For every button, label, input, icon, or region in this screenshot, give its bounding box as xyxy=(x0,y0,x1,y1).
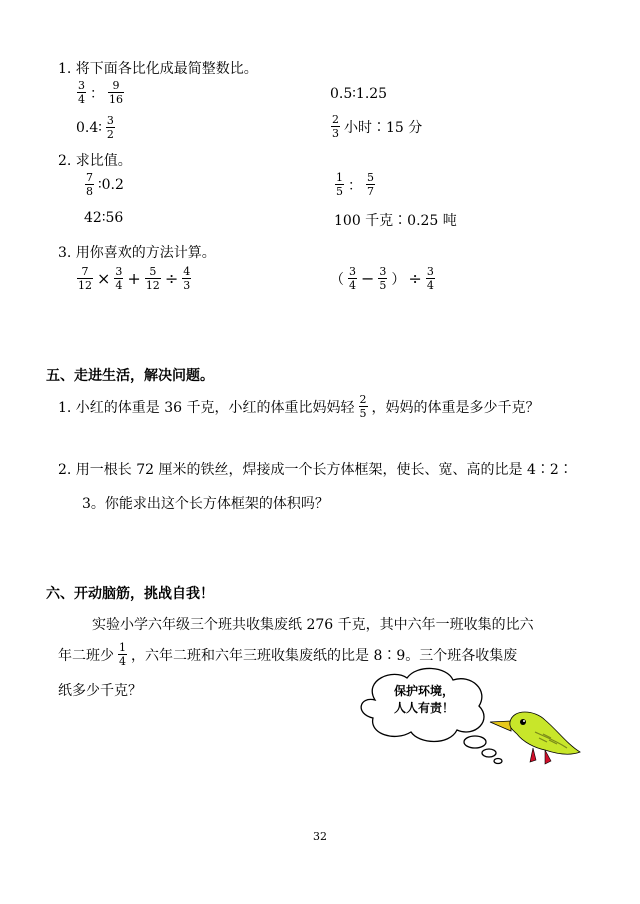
fraction: $\frac{2}{3}$ xyxy=(332,113,339,140)
fraction: $\frac{7}{12}$ xyxy=(78,265,92,292)
fraction: $\frac{9}{16}$ xyxy=(109,79,123,106)
bird-icon xyxy=(490,712,580,764)
q3-title: 3. 用你喜欢的方法计算。 xyxy=(58,245,216,261)
fraction: $\frac{3}{4}$ xyxy=(78,79,85,106)
fraction: $\frac{1}{4}$ xyxy=(119,641,126,668)
fraction: $\frac{7}{8}$ xyxy=(86,171,93,198)
bubble-text xyxy=(372,683,476,717)
bubble-line-1: 保护环境， xyxy=(393,684,454,698)
part6-line1: 实验小学六年级三个班共收集废纸 276 千克，其中六年一班收集的比六 xyxy=(92,617,534,633)
part6-line2: 年二班少 $\frac{1}{4}$ ，六年二班和六年三班收集废纸的比是 8∶9。三个班各收集废 xyxy=(58,641,518,668)
fraction: $\frac{4}{3}$ xyxy=(183,265,191,292)
section-6-heading: 六、开动脑筋，挑战自我！ xyxy=(46,586,214,602)
section-5-heading: 五、走进生活，解决问题。 xyxy=(46,368,214,384)
fraction: $\frac{3}{4}$ xyxy=(349,265,356,292)
part5-q2-line2: 3。你能求出这个长方体框架的体积吗？ xyxy=(82,496,329,512)
page-number: 32 xyxy=(313,830,327,843)
q3-item-a: $\frac{7}{12}$ × $\frac{3}{4}$ + $\frac{5}{12}$ ÷ $\frac{4}{3}$ xyxy=(78,265,191,292)
part5-q1: 1. 小红的体重是 36 千克，小红的体重比妈妈轻 $\frac{2}{5}$ ，妈妈的体重是多少千克？ xyxy=(58,393,540,420)
fraction: $\frac{3}{4}$ xyxy=(115,265,123,292)
bubble-line-2: 人人有责！ xyxy=(393,701,454,715)
fraction: $\frac{3}{5}$ xyxy=(379,265,387,292)
q2-title: 2. 求比值。 xyxy=(58,153,132,169)
q2-item-a: $\frac{7}{8}$ ∶0.2 xyxy=(86,171,124,198)
fraction: $\frac{1}{5}$ xyxy=(336,171,343,198)
q2-item-c: 42∶56 xyxy=(84,210,124,226)
fraction: $\frac{2}{5}$ xyxy=(359,393,367,420)
q1-item-d: $\frac{2}{3}$ 小时∶15 分 xyxy=(332,113,423,140)
q1-item-a: $\frac{3}{4}$ ： $\frac{9}{16}$ xyxy=(78,79,123,106)
q1-item-c: 0.4∶ $\frac{3}{2}$ xyxy=(76,114,114,141)
fraction: $\frac{3}{2}$ xyxy=(106,114,114,141)
q2-item-d: 100 千克∶0.25 吨 xyxy=(334,213,457,229)
fraction: $\frac{3}{4}$ xyxy=(426,265,434,292)
q1-item-b: 0.5∶1.25 xyxy=(330,86,388,102)
q3-item-b: （ $\frac{3}{4}$ − $\frac{3}{5}$ ） ÷ $\frac{3}{4}$ xyxy=(330,265,434,292)
bird-illustration xyxy=(345,660,605,790)
fraction: $\frac{5}{7}$ xyxy=(367,171,374,198)
part5-q2-line1: 2. 用一根长 72 厘米的铁丝，焊接成一个长方体框架，使长、宽、高的比是 4∶2∶ xyxy=(58,462,573,478)
fraction: $\frac{5}{12}$ xyxy=(145,265,160,292)
part6-line3: 纸多少千克？ xyxy=(58,683,142,699)
q2-item-b: $\frac{1}{5}$ ： $\frac{5}{7}$ xyxy=(336,171,374,198)
q1-title: 1. 将下面各比化成最简整数比。 xyxy=(58,61,258,77)
